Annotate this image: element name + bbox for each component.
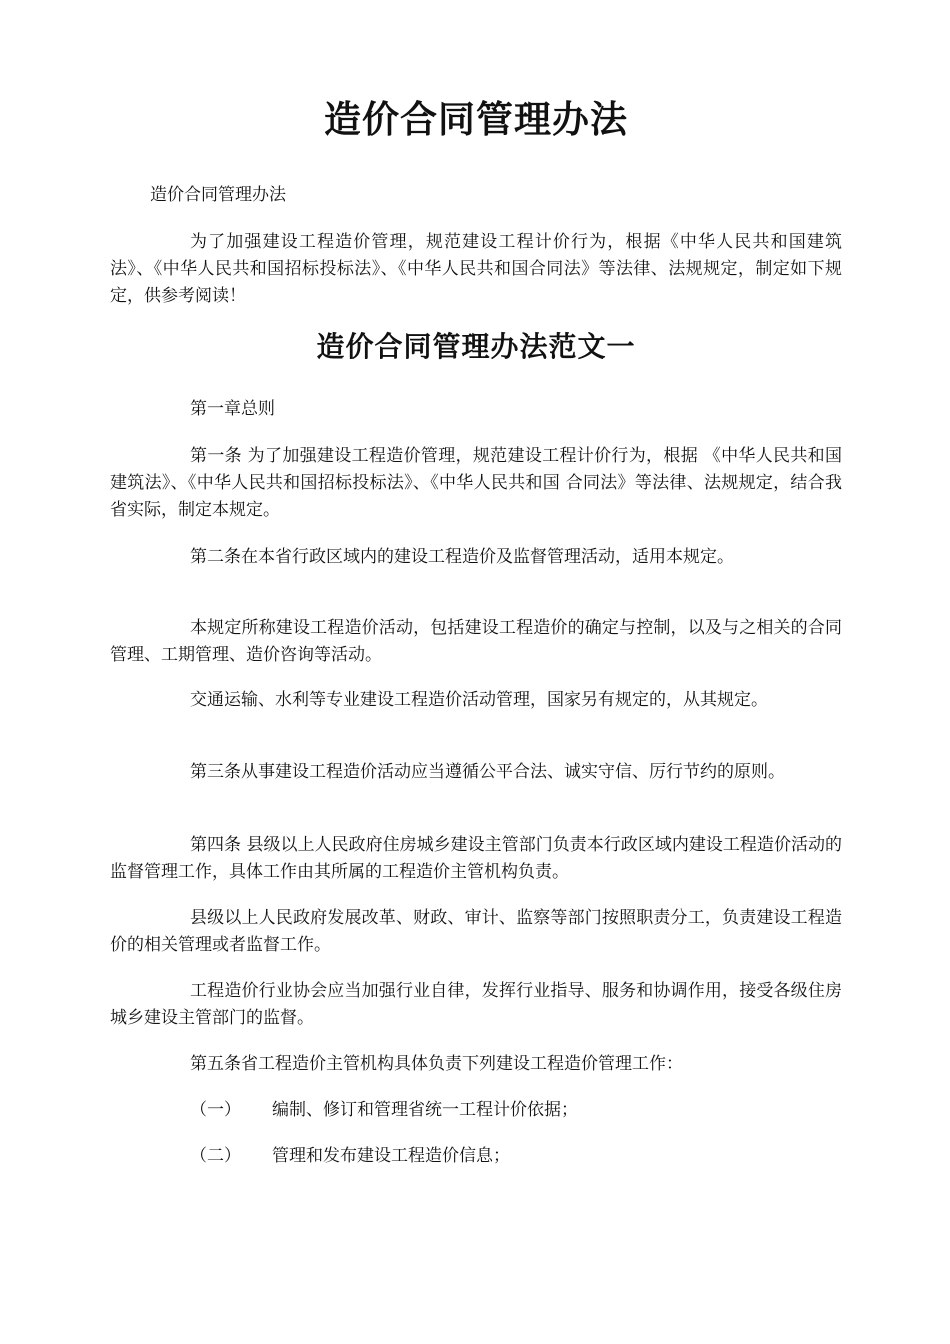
list-item	[190, 1097, 578, 1124]
section-title: 造价合同管理办法范文一	[316, 330, 636, 363]
list-item-number: （二）	[190, 1146, 241, 1166]
list-item-text: 编制、修订和管理省统一工程计价依据；	[272, 1100, 578, 1120]
list-item-number: （一）	[190, 1100, 241, 1120]
article-2-exception-paragraph: 交通运输、水利等专业建设工程造价活动管理，国家另有规定的，从其规定。	[190, 690, 768, 710]
article-3-paragraph: 第三条从事建设工程造价活动应当遵循公平合法、诚实守信、厉行节约的原则。	[190, 762, 785, 782]
article-1-paragraph: 第一条 为了加强建设工程造价管理，规范建设工程计价行为，根据 《中华人民共和国建筑法》、《中华人民共和国招标投标法》、《中华人民共和国 合同法》等法律、法规规定，结合我省实际，制定本规定。	[110, 446, 842, 520]
article-5-paragraph: 第五条省工程造价主管机构具体负责下列建设工程造价管理工作：	[190, 1054, 683, 1074]
subtitle-line: 造价合同管理办法	[150, 185, 286, 205]
article-2-paragraph: 第二条在本省行政区域内的建设工程造价及监督管理活动，适用本规定。	[190, 547, 734, 567]
list-item	[190, 1143, 510, 1170]
intro-paragraph: 为了加强建设工程造价管理，规范建设工程计价行为，根据《中华人民共和国建筑法》、《中华人民共和国招标投标法》、《中华人民共和国合同法》等法律、法规规定，制定如下规定，供参考阅读！	[110, 232, 842, 306]
article-4-paragraph: 第四条 县级以上人民政府住房城乡建设主管部门负责本行政区域内建设工程造价活动的监督管理工作，具体工作由其所属的工程造价主管机构负责。	[110, 835, 842, 882]
document-title: 造价合同管理办法	[324, 98, 628, 141]
chapter-heading: 第一章总则	[190, 399, 275, 419]
article-2-scope-paragraph: 本规定所称建设工程造价活动，包括建设工程造价的确定与控制，以及与之相关的合同管理、工期管理、造价咨询等活动。	[110, 618, 842, 665]
list-item-text: 管理和发布建设工程造价信息；	[272, 1146, 510, 1166]
article-4-association-paragraph: 工程造价行业协会应当加强行业自律，发挥行业指导、服务和协调作用，接受各级住房城乡建设主管部门的监督。	[110, 981, 842, 1028]
document-page	[110, 0, 842, 1344]
article-4-departments-paragraph: 县级以上人民政府发展改革、财政、审计、监察等部门按照职责分工，负责建设工程造价的相关管理或者监督工作。	[110, 908, 842, 955]
